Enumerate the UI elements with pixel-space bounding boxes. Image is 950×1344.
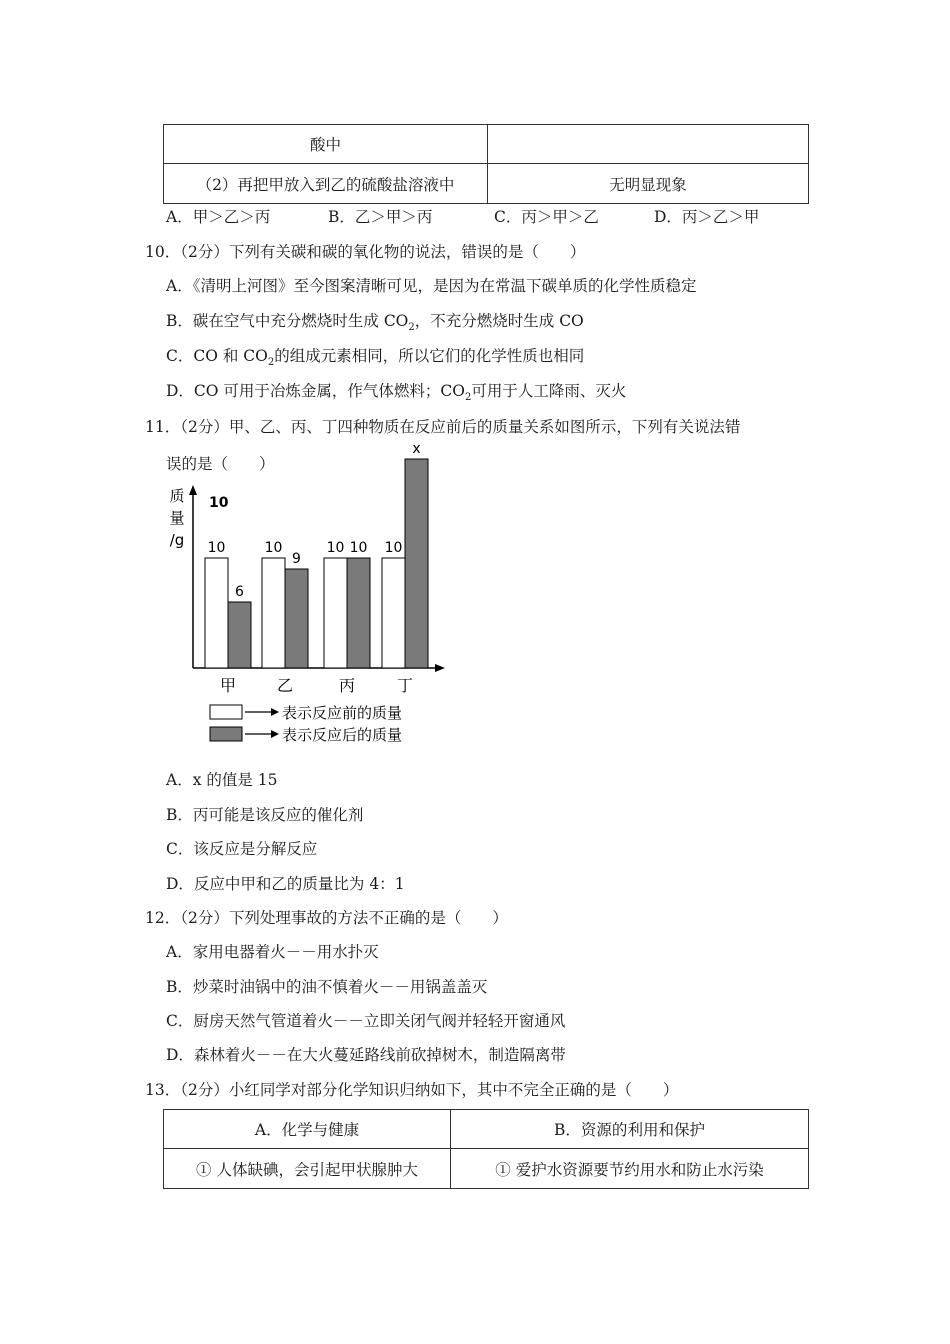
x-tick-label-4: 丁 (396, 676, 414, 695)
text: 的组成元素相同，所以它们的化学性质也相同 (274, 347, 585, 365)
bar-before-4 (382, 558, 405, 668)
option-b[interactable]: B．乙＞甲＞丙 (328, 208, 433, 226)
bar-before-1 (205, 558, 228, 668)
q12-option-d[interactable]: D．森林着火－－在大火蔓延路线前砍掉树木，制造隔离带 (166, 1046, 566, 1064)
table-header: A．化学与健康 (164, 1110, 451, 1149)
data-label-after-3: 10 (349, 540, 368, 556)
q12-option-b[interactable]: B．炒菜时油锅中的油不慎着火－－用锅盖盖灭 (166, 978, 488, 996)
q12-stem: 12．（2分）下列处理事故的方法不正确的是（ ） (145, 909, 508, 927)
text: B．碳在空气中充分燃烧时生成 CO (166, 312, 409, 330)
text: 可用于人工降雨、灭火 (471, 382, 627, 400)
table-cell: 酸中 (164, 125, 488, 164)
legend-arrowhead-before (271, 708, 279, 716)
y-axis-label-2: 量 (169, 509, 185, 527)
q10-stem: 10．（2分）下列有关碳和碳的氧化物的说法，错误的是（ ） (145, 243, 586, 261)
bar-after-3 (347, 558, 370, 668)
q11-option-c[interactable]: C．该反应是分解反应 (166, 840, 318, 858)
q13-stem: 13．（2分）小红同学对部分化学知识归纳如下，其中不完全正确的是（ ） (145, 1081, 679, 1099)
q10-option-b[interactable] (166, 309, 584, 333)
data-label-after-1: 6 (235, 584, 244, 600)
bar-after-4 (405, 459, 428, 668)
data-label-before-3: 10 (326, 540, 345, 556)
legend-swatch-after (210, 727, 242, 741)
bar-after-1 (228, 602, 251, 668)
subscript: 2 (267, 357, 275, 369)
y-axis-label-1: 质 (169, 487, 185, 505)
table-cell: 无明显现象 (488, 164, 809, 204)
bar-before-3 (324, 558, 347, 668)
q12-option-a[interactable]: A．家用电器着火－－用水扑灭 (166, 943, 379, 961)
subscript: 2 (408, 322, 415, 334)
data-label-before-2: 10 (264, 540, 283, 556)
q10-option-d[interactable] (166, 379, 626, 403)
data-label-before-4: 10 (384, 540, 403, 556)
y-axis-arrow (189, 485, 197, 495)
option-d[interactable]: D．丙＞乙＞甲 (654, 208, 760, 226)
q10-option-c[interactable] (166, 344, 584, 368)
table-cell: ① 人体缺碘，会引起甲状腺肿大 (164, 1149, 451, 1189)
text: ，不充分燃烧时生成 CO (414, 312, 584, 330)
q11-option-a[interactable]: A．x 的值是 15 (166, 771, 278, 789)
reaction-table (163, 124, 809, 204)
knowledge-table (163, 1109, 809, 1189)
table-cell (488, 125, 809, 164)
q12-option-c[interactable]: C．厨房天然气管道着火－－立即关闭气阀并轻轻开窗通风 (166, 1012, 566, 1030)
q10-option-a[interactable]: A．《清明上河图》至今图案清晰可见，是因为在常温下碳单质的化学性质稳定 (166, 277, 697, 295)
option-c[interactable]: C．丙＞甲＞乙 (494, 208, 599, 226)
bar-after-2 (285, 569, 308, 668)
q11-option-d[interactable]: D．反应中甲和乙的质量比为 4：1 (166, 875, 405, 893)
option-a[interactable]: A．甲＞乙＞丙 (166, 208, 271, 226)
bar-before-2 (262, 558, 285, 668)
subscript: 2 (465, 392, 472, 404)
y-axis-label-3: /g (169, 531, 185, 549)
text: D．CO 可用于冶炼金属，作气体燃料；CO (166, 382, 465, 400)
table-header: B．资源的利用和保护 (451, 1110, 809, 1149)
text: C．CO 和 CO (166, 347, 268, 365)
legend-label-before: 表示反应前的质量 (282, 704, 403, 722)
data-label-before-1: 10 (207, 540, 226, 556)
x-tick-label-2: 乙 (276, 676, 294, 695)
data-label-after-4: x (412, 441, 421, 457)
data-label-after-2: 9 (292, 551, 301, 567)
q11-stem-line2: 误的是（ ） (166, 455, 275, 473)
x-tick-label-3: 丙 (338, 676, 356, 695)
table-cell: ① 爱护水资源要节约用水和防止水污染 (451, 1149, 809, 1189)
legend-swatch-before (210, 705, 242, 719)
legend-label-after: 表示反应后的质量 (282, 726, 403, 744)
x-tick-label-1: 甲 (219, 676, 237, 695)
x-axis-arrow (435, 664, 445, 672)
y-tick-label: 10 (209, 495, 229, 511)
table-cell: （2）再把甲放入到乙的硫酸盐溶液中 (164, 164, 488, 204)
legend-arrowhead-after (271, 730, 279, 738)
q11-stem-line1: 11．（2分）甲、乙、丙、丁四种物质在反应前后的质量关系如图所示，下列有关说法错 (145, 418, 741, 436)
q11-option-b[interactable]: B．丙可能是该反应的催化剂 (166, 806, 364, 824)
